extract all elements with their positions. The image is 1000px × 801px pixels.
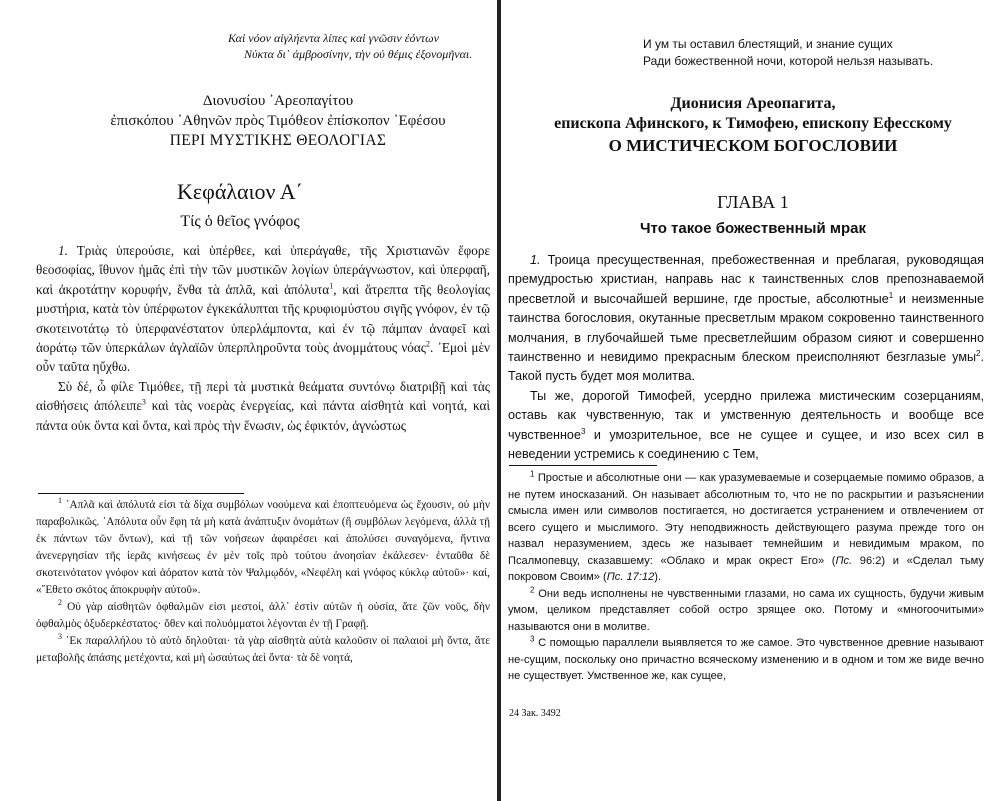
text: καὶ τὰς νοερὰς ἐνεργείας, καὶ πάντα αἰσθητὰ καὶ νοητά, καὶ πάντα οὐκ ὄντα καὶ ὄντα, καὶ πρὸς τὴν ἕνωσιν, ὡς ἐφικτόν, ἀγνώστως	[36, 398, 490, 433]
footnote-ref[interactable]: 1	[329, 281, 334, 291]
footnote-ref[interactable]: 2	[426, 339, 431, 349]
scripture-reference: Пс.	[835, 554, 853, 567]
epigraph-line: Νύκτα δι᾿ ἀμβροσίνην, τὴν οὐ θέμις ἐξονομῆναι.	[244, 47, 473, 61]
text: и умозрительное, все не сущее и сущее, и изо всех сил в неведении устремись к соединению с Тем,	[508, 427, 984, 462]
footnote-text: Οὐ γὰρ αἰσθητῶν ὀφθαλμῶν εἰσι μεστοί, ἀλλ᾿ ἐστὶν αὐτῶν ἡ οὐσία, ἅτε ζῶν νοῦς, δὴν ὀφθαλμὸς ὀξυδερκέστατος· ὅθεν καὶ πολυόμματοι λέγονται ἐν τῇ Γραφῇ.	[36, 601, 490, 630]
russian-footnotes	[508, 470, 984, 685]
paragraph-number: 1.	[530, 253, 541, 267]
epigraph-line: Καὶ νόον αἰγλήεντα λίπες καὶ γνῶσιν ἐόντων	[228, 31, 439, 45]
footnote-ref[interactable]: 3	[141, 397, 146, 407]
footnote-number: 1	[530, 469, 535, 479]
footnote-number: 2	[58, 598, 62, 608]
footnote	[508, 586, 984, 636]
heading-treatise-title: ΠΕΡΙ ΜΥΣΤΙΚΗΣ ΘΕΟΛΟΓΙΑΣ	[169, 132, 387, 149]
book-spine	[497, 0, 501, 801]
chapter-subtitle: Что такое божественный мрак	[640, 220, 866, 237]
footnote	[508, 635, 984, 685]
text: , καὶ ἄτρεπτα τῆς θεολογίας μυστήρια, κατὰ τὸν ὑπέρφωτον ἐγκεκάλυπται τῆς κρυφιομύστου σιγῆς γνόφον, ἐν τῷ σκοτεινοτάτῳ τὸ ὑπερφανέστατον ὑπερλάμποντα, καὶ ἐν τῷ πάμπαν ἀναφεῖ καὶ ἀοράτῳ τῶν ὑπερκάλων ἀγλαϊῶν ὑπερπληροῦντα τοὺς ἀνομμάτους νόας	[36, 281, 491, 356]
footnote	[36, 497, 490, 599]
scripture-reference: Пс. 17:12	[606, 571, 655, 583]
heading-author: Διονυσίου ᾿Αρεοπαγίτου	[202, 93, 354, 109]
footnote-number: 2	[530, 584, 535, 594]
russian-body	[508, 251, 984, 464]
epigraph-line: И ум ты оставил блестящий, и знание сущих	[643, 37, 893, 51]
text: Троица пресущественная, пребожественная и преблагая, руководящая премудростью христиан, направь нас к таинственных слов препознаваемой пресветлой и высочайшей вершине, где простые, абсолютные	[508, 253, 984, 306]
footnote-number: 3	[58, 632, 62, 642]
footnote	[36, 599, 490, 633]
text: . ᾿Εμοὶ μὲν οὖν ταῦτα ηὔχθω.	[36, 340, 490, 375]
epigraph-line: Ради божественной ночи, которой нельзя называть.	[643, 54, 934, 68]
text: и неизменные таинства богословия, окутанные пресветлым мраком сокровенно таинственного молчания, в глубочайшей тьме пресветлейшим образом сияют и совершенно таинственно и невидимо прекрасным блеском преисполняют безглазые умы	[508, 291, 984, 365]
greek-footnotes	[36, 497, 490, 667]
footnote-text: ῾Απλᾶ καὶ ἀπόλυτά εἰσι τὰ δίχα συμβόλων νοούμενα καὶ ἐποπτευόμενα ὡς ἔχουσιν, οὐ μὴν παραβολικῶς. ᾿Απόλυτα οὖν ἔφη τὰ μὴ κατὰ ἀνάπτυξιν ὀνομάτων (ἢ συμβόλων λεγόμενα, ἀλλὰ τῇ ἐκ πάντων τῶν ὄντων), καὶ τῇ τῶν νοήσεων ἀφαιρέσει καὶ ἀπολύσει συναγόμενα, ἥντινα ἀνενεργησίαν τῆς ἱερᾶς κινήσεως ἐν μὲν τοῖς πρὸ τούτου ἀνοησίαν ἐκάλεσεν· ἐνταῦθα δὲ σκοτεινότατον γνόφον καὶ ἀόρατον κατὰ τὸν Ψαλμῳδόν, «Νεφέλη καὶ γνόφος κύκλῳ αὐτοῦ»· καί, «῎Εθετο σκότος ἀποκρυφὴν αὐτοῦ».	[36, 499, 490, 596]
text: Ты же, дорогой Тимофей, усердно прилежа мистическим созерцаниям, оставь как чувственную, так и умственную деятельность и вообще все чувственное	[508, 388, 984, 442]
footnote-ref[interactable]: 1	[888, 290, 894, 300]
heading-author: Дионисия Ареопагита,	[670, 95, 836, 112]
footnote-text: Простые и абсолютные они — как уразумеваемые и созерцаемые помимо образов, а не путем иносказаний. Он называет абсолютным то, что не по раскрытии и разъяснении смысла имен или символов постигается, но достигается устранением и отвлечением от всего сущего и мыслимого. Эту неподвижность действующего разума прежде того он назвал неразумением, здесь же называет темнейшим и невидимым мраком, по Псалмопевцу, сказавшему: «Облако и мрак окрест Его» (	[508, 472, 984, 567]
footnote-number: 1	[58, 496, 62, 506]
greek-epigraph	[228, 30, 490, 62]
footnote-text: ).	[654, 571, 662, 583]
chapter-title: ГЛАВА 1	[717, 192, 789, 212]
text: Σὺ δέ, ὦ φίλε Τιμόθεε, τῇ περὶ τὰ μυστικὰ θεάματα συντόνῳ διατριβῇ καὶ τὰς αἰσθήσεις ἀπόλειπε	[36, 378, 490, 414]
footnote-text: С помощью параллели выявляется то же самое. Это чувственное древние называют не-сущим, поскольку оно причастно всяческому изменению и в одном и том же виде вечно не существует. Умственное же, как сущее,	[508, 637, 984, 682]
footnote	[36, 633, 490, 667]
chapter-title: Κεφάλαιον Α΄	[177, 179, 303, 204]
printer-signature: 24 Зак. 3492	[509, 708, 561, 719]
left-page	[0, 0, 497, 801]
text: . Такой пусть будет моя молитва.	[508, 350, 984, 384]
greek-body	[36, 241, 490, 435]
paragraph-1	[508, 251, 984, 387]
footnote-divider	[38, 493, 244, 494]
heading-treatise-title: О МИСТИЧЕСКОМ БОГОСЛОВИИ	[608, 136, 898, 155]
scripture-reference: 96:2	[852, 554, 882, 567]
russian-epigraph	[643, 36, 983, 70]
right-page	[503, 0, 1000, 801]
paragraph-2	[36, 377, 490, 435]
footnote-text: ᾿Εκ παραλλήλου τὸ αὐτὸ δηλοῦται· τὰ γὰρ αἰσθητὰ αὐτὰ καλοῦσιν οἱ παλαιοὶ μὴ ὄντα, ἅτε μεταβολῆς ἁπάσης μετέχοντα, καὶ μὴ ὡσαύτως ἀεὶ ὄντα· τὰ δὲ νοητά,	[36, 635, 490, 664]
heading-addressee: епископа Афинского, к Тимофею, епископу Ефесскому	[554, 115, 952, 132]
greek-heading	[80, 91, 476, 151]
chapter-subtitle: Τίς ὁ θεῖος γνόφος	[180, 213, 300, 230]
footnote-ref[interactable]: 3	[580, 426, 586, 436]
footnote-ref[interactable]: 2	[976, 348, 981, 358]
text: Τριὰς ὑπερούσιε, καὶ ὑπέρθεε, καὶ ὑπεράγαθε, τῆς Χριστιανῶν ἔφορε θεοσοφίας, ἴθυνον ἡμᾶς ἐπὶ τὴν τῶν μυστικῶν λογίων ὑπεράγνωστον, καὶ ὑπερφαῆ, καὶ ἀκροτάτην κορυφήν, ἔνθα τὰ ἁπλᾶ, καὶ ἀπόλυτα	[36, 243, 490, 297]
footnote	[508, 470, 984, 586]
paragraph-1	[36, 241, 490, 377]
paragraph-number: 1.	[58, 243, 68, 258]
footnote-text: ) и «Сделал тьму покровом Своим» (	[508, 554, 984, 583]
paragraph-2	[508, 387, 984, 465]
heading-addressee: ἐπισκόπου ᾿Αθηνῶν πρὸς Τιμόθεον ἐπίσκοπον ᾿Εφέσου	[110, 113, 446, 129]
footnote-text: Они ведь исполнены не чувственными глазами, но сама их сущность, будучи живым умом, целиком представляет собой остро зрящее око. Потому и «многоочитыми» называются они в молитве.	[508, 587, 984, 633]
footnote-number: 3	[530, 634, 535, 644]
footnote-divider	[509, 465, 657, 466]
russian-heading	[513, 94, 993, 156]
